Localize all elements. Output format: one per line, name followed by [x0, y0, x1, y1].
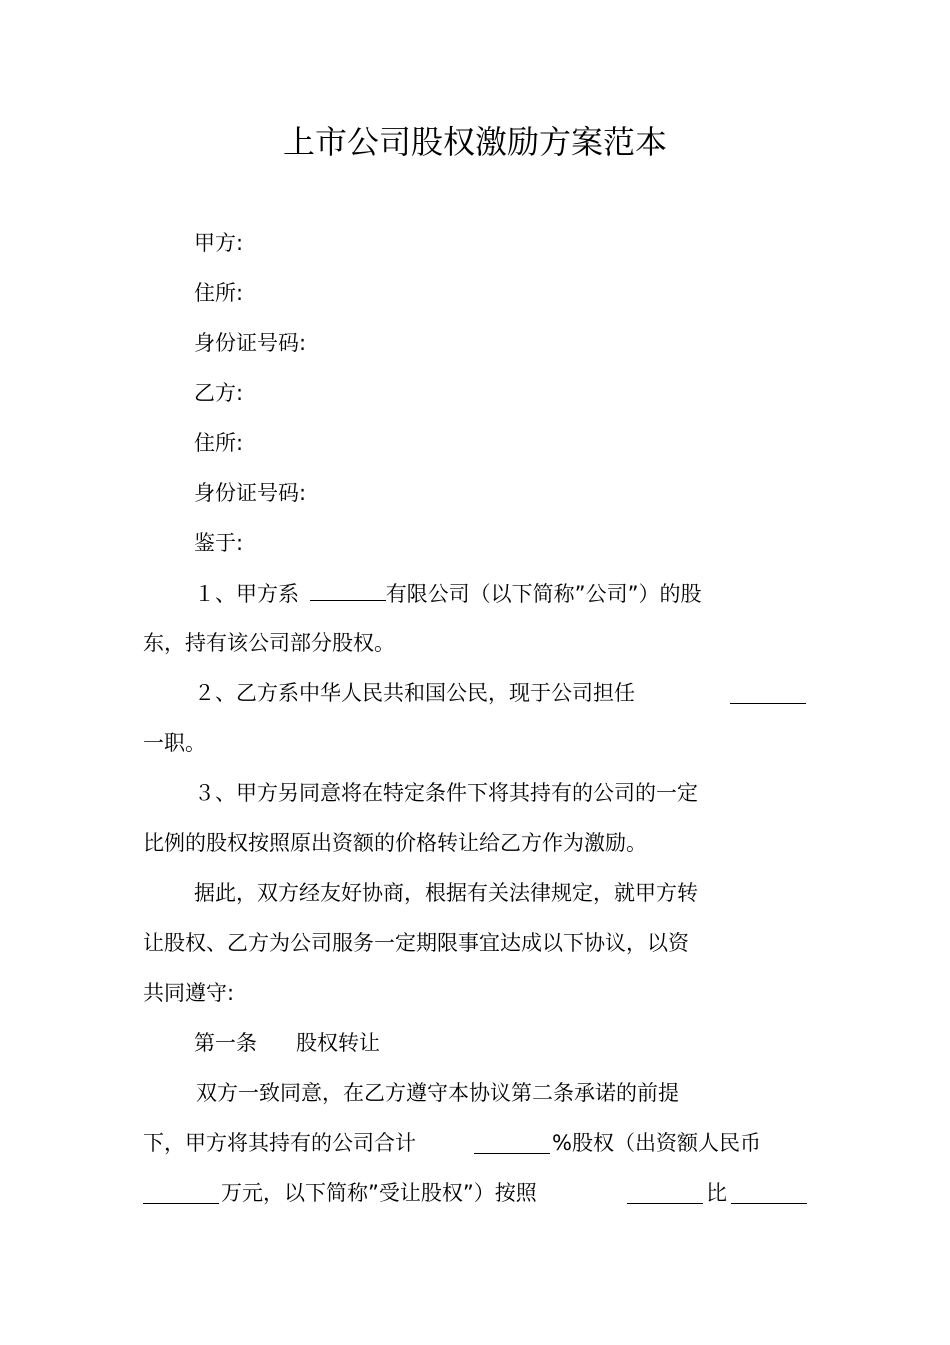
preamble-line1: 据此，双方经友好协商，根据有关法律规定，就甲方转: [194, 881, 698, 905]
preamble-line3: 共同遵守:: [143, 981, 235, 1005]
blank-capital-amount: [143, 1181, 219, 1204]
whereas-label: 鉴于:: [194, 531, 244, 555]
party-a-id-label: 身份证号码:: [194, 331, 307, 355]
article1-line2b: %股权（出资额人民币: [552, 1131, 761, 1155]
party-b-id-label: 身份证号码:: [194, 481, 307, 505]
preamble-line2: 让股权、乙方为公司服务一定期限事宜达成以下协议，以资: [143, 931, 689, 955]
article1-line3a: 万元，以下简称”受让股权”）按照: [221, 1181, 537, 1205]
clause3-line2: 比例的股权按照原出资额的价格转让给乙方作为激励。: [143, 831, 647, 855]
page-title: 上市公司股权激励方案范本: [282, 123, 667, 161]
blank-company-name: [310, 578, 386, 601]
article1-heading: 股权转让: [296, 1031, 380, 1055]
blank-ratio-first: [627, 1181, 703, 1204]
party-b-address-label: 住所:: [194, 431, 244, 455]
clause2-line2: 一职。: [143, 731, 206, 755]
clause1-part2: 有限公司（以下简称”公司”）的股: [385, 582, 702, 606]
article1-number: 第一条: [194, 1031, 257, 1055]
blank-ratio-second: [731, 1181, 807, 1204]
article1-line2a: 下，甲方将其持有的公司合计: [143, 1131, 416, 1155]
party-b-label: 乙方:: [194, 381, 244, 405]
blank-share-percent: [474, 1131, 550, 1154]
clause3-line1: ３、甲方另同意将在特定条件下将其持有的公司的一定: [194, 781, 698, 805]
blank-position: [730, 681, 806, 704]
article1-line3b: 比: [706, 1181, 727, 1205]
clause1-line1: [194, 578, 701, 609]
party-a-address-label: 住所:: [194, 281, 244, 305]
clause1-part1: １、甲方系: [194, 582, 306, 606]
clause2-line1: ２、乙方系中华人民共和国公民，现于公司担任: [194, 681, 635, 705]
party-a-label: 甲方:: [194, 231, 244, 255]
clause1-line2: 东，持有该公司部分股权。: [143, 631, 395, 655]
article1-line1: 双方一致同意，在乙方遵守本协议第二条承诺的前提: [196, 1081, 679, 1105]
